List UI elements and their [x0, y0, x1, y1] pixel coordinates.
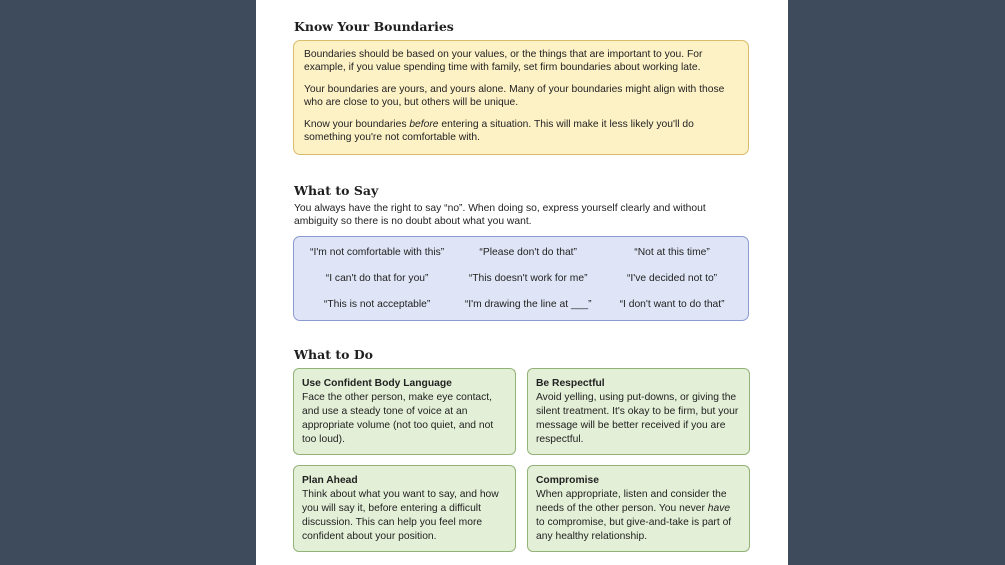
boundaries-paragraph: Boundaries should be based on your values, or the things that are important to you. For example, if you value spending time with family, set firm boundaries about working late.: [304, 49, 703, 73]
emphasis: before: [409, 119, 439, 130]
tip-card: [293, 368, 516, 455]
text: Know your boundaries: [304, 119, 410, 130]
phrase: “I'm drawing the line at ___”: [464, 299, 592, 311]
boundaries-paragraph: Your boundaries are yours, and yours alone. Many of your boundaries might align with those who are close to you, but others will be unique.: [304, 84, 725, 108]
tip-card: [527, 368, 750, 455]
phrase: “This is not acceptable”: [323, 299, 431, 311]
text: to compromise, but give-and-take is part of any healthy relationship.: [536, 517, 732, 542]
tip-card: [527, 465, 750, 552]
tip-text: Think about what you want to say, and how you will say it, before entering a difficult discussion. This can help you feel more confident about your position.: [302, 489, 499, 542]
tip-text: [536, 489, 731, 542]
what-to-say-heading: What to Say: [294, 183, 379, 198]
phrase: “Please don't do that”: [479, 246, 577, 258]
phrase: “I don't want to do that”: [619, 299, 725, 311]
phrase: “This doesn't work for me”: [468, 272, 588, 284]
text: entering a situation. This will make it less likely you'll do something you're not comfortable with.: [304, 119, 694, 143]
phrase: “I'm not comfortable with this”: [310, 246, 445, 258]
emphasis: have: [707, 503, 731, 514]
what-to-do-heading: What to Do: [294, 347, 373, 362]
tip-text: Face the other person, make eye contact, and use a steady tone of voice at an appropriate volume (not too quiet, and not too loud).: [302, 392, 494, 445]
worksheet-page: [256, 0, 788, 565]
what-to-say-intro: You always have the right to say “no”. When doing so, express yourself clearly and without ambiguity so there is no doubt about what you want.: [294, 203, 706, 227]
phrase: “I've decided not to”: [627, 272, 718, 284]
boundaries-paragraph: [304, 118, 738, 144]
boundaries-heading: Know Your Boundaries: [294, 19, 454, 34]
phrase: “I can't do that for you”: [325, 272, 429, 284]
tip-title: Use Confident Body Language: [302, 378, 452, 389]
phrases-box: [293, 236, 749, 321]
tip-title: Compromise: [536, 475, 599, 486]
tip-text: Avoid yelling, using put-downs, or giving the silent treatment. It's okay to be firm, but your message will be better received if you are respectful.: [536, 392, 739, 445]
boundaries-box: [293, 40, 749, 155]
tip-title: Plan Ahead: [302, 475, 358, 486]
text: When appropriate, listen and consider the needs of the other person. You never: [536, 489, 727, 514]
tip-title: Be Respectful: [536, 378, 605, 389]
phrase: “Not at this time”: [634, 246, 710, 258]
tip-card: [293, 465, 516, 552]
